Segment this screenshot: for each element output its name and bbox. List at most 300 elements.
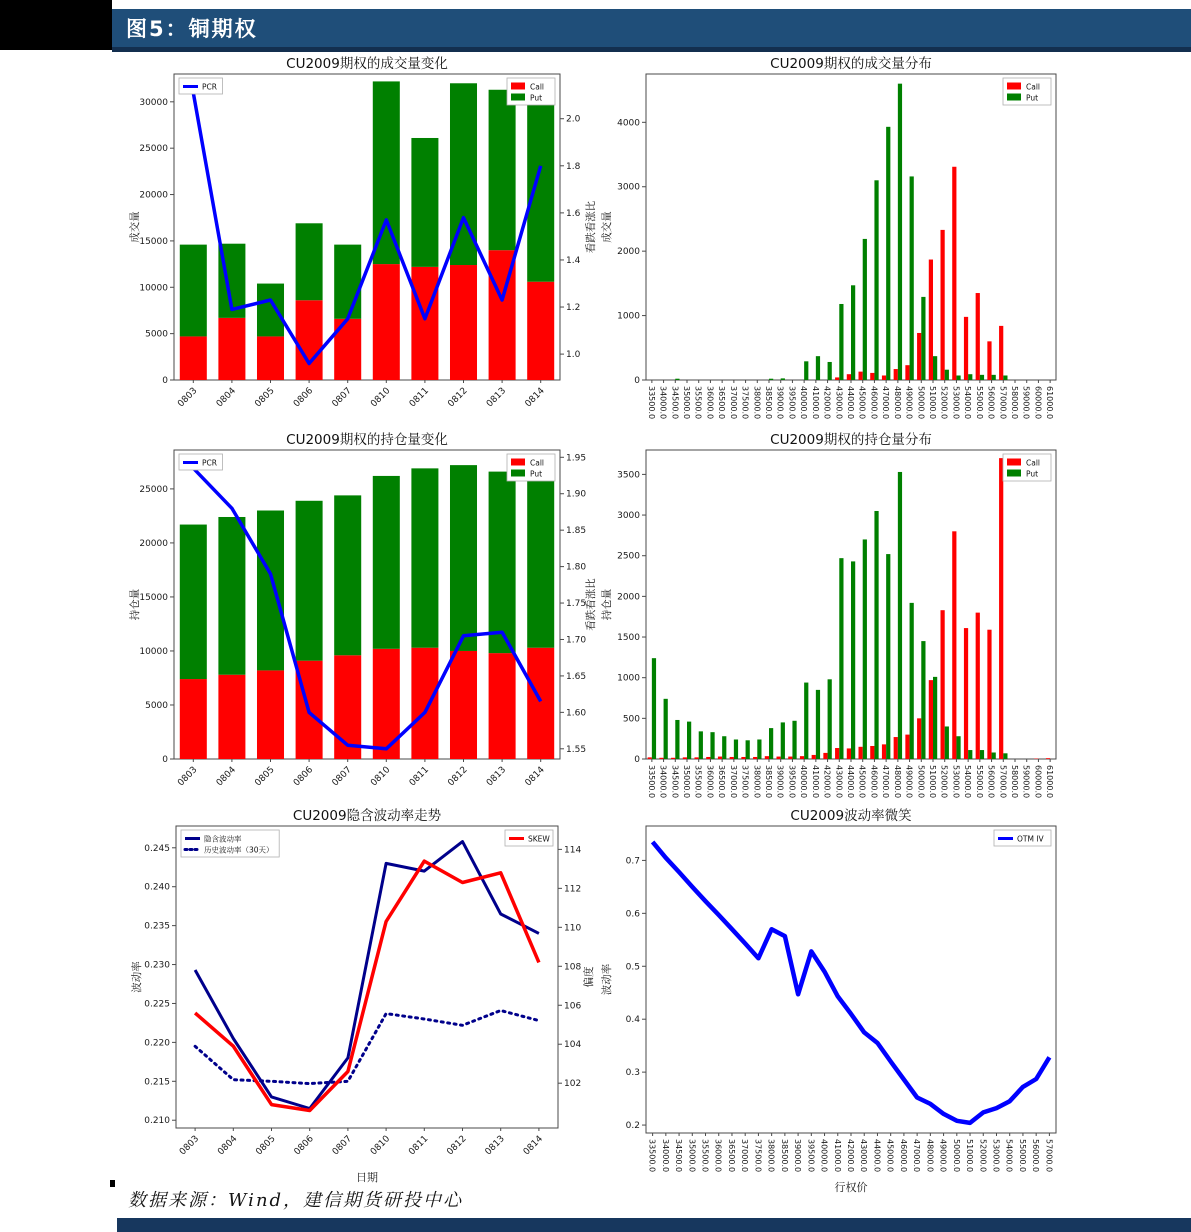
call-bar (218, 318, 245, 380)
svg-text:39500.0: 39500.0 (787, 765, 797, 799)
call-bar (976, 613, 980, 759)
legend-swatch (511, 94, 525, 101)
call-bar (450, 651, 477, 759)
svg-text:3000: 3000 (617, 511, 640, 522)
svg-text:5000: 5000 (145, 329, 168, 340)
svg-text:0810: 0810 (369, 765, 393, 789)
svg-text:35000.0: 35000.0 (682, 765, 691, 799)
svg-text:52000.0: 52000.0 (978, 1139, 988, 1173)
svg-text:53000.0: 53000.0 (951, 765, 961, 799)
svg-text:35500.0: 35500.0 (700, 1139, 710, 1173)
call-bar (527, 282, 554, 380)
call-bar (858, 747, 862, 759)
call-bar (858, 372, 862, 380)
put-bar (373, 81, 400, 264)
svg-text:58000.0: 58000.0 (1010, 765, 1019, 799)
legend-label: 隐含波动率 (204, 834, 242, 844)
svg-text:40000.0: 40000.0 (799, 386, 809, 420)
open-interest-change-chart (126, 430, 604, 804)
volume_change-svg (126, 54, 604, 426)
svg-text:34000.0: 34000.0 (658, 765, 668, 799)
put-bar (921, 641, 925, 759)
svg-text:10000: 10000 (139, 283, 168, 294)
svg-text:53000.0: 53000.0 (951, 386, 961, 420)
legend-swatch (511, 83, 525, 90)
svg-text:51000.0: 51000.0 (965, 1139, 975, 1173)
svg-text:0814: 0814 (523, 765, 547, 789)
svg-text:2000: 2000 (617, 247, 640, 258)
svg-text:51000.0: 51000.0 (928, 386, 937, 420)
svg-text:34500.0: 34500.0 (670, 386, 680, 420)
put-bar (933, 356, 937, 380)
svg-text:0813: 0813 (484, 765, 509, 789)
svg-text:0805: 0805 (254, 1134, 278, 1158)
svg-text:38500.0: 38500.0 (764, 765, 773, 799)
svg-text:44000.0: 44000.0 (846, 386, 855, 420)
svg-text:0803: 0803 (177, 1134, 202, 1158)
y-axis-label: 波动率 (131, 961, 143, 993)
svg-text:50000.0: 50000.0 (916, 765, 926, 799)
svg-text:30000: 30000 (139, 97, 168, 108)
call-bar (741, 757, 745, 759)
put-bar (910, 176, 914, 380)
call-bar (411, 267, 438, 380)
call-bar (765, 756, 769, 759)
svg-text:59000.0: 59000.0 (1021, 386, 1031, 420)
put-bar (722, 736, 726, 759)
svg-text:1.70: 1.70 (566, 635, 587, 646)
svg-text:10000: 10000 (139, 646, 168, 657)
call-bar (373, 264, 400, 380)
implied-volatility-trend-chart (124, 806, 602, 1186)
put-bar (450, 465, 477, 651)
svg-text:36000.0: 36000.0 (705, 386, 715, 420)
secondary-y-axis-label: 看跌看涨比 (585, 200, 597, 254)
legend-label: Call (530, 458, 545, 468)
call-bar (847, 748, 851, 759)
oi_change-svg (126, 430, 604, 804)
svg-text:37000.0: 37000.0 (740, 1139, 750, 1173)
svg-text:39000.0: 39000.0 (793, 1139, 803, 1173)
svg-text:500: 500 (622, 714, 640, 725)
svg-text:37000.0: 37000.0 (728, 765, 738, 799)
svg-text:43000.0: 43000.0 (834, 765, 844, 799)
svg-text:25000: 25000 (139, 144, 168, 155)
legend-label: PCR (202, 82, 217, 92)
put-bar (945, 726, 949, 759)
put-bar (839, 304, 843, 380)
svg-text:1.8: 1.8 (566, 161, 581, 172)
svg-text:0.220: 0.220 (144, 1038, 170, 1049)
svg-text:0804: 0804 (214, 765, 239, 789)
call-bar (917, 718, 921, 759)
svg-text:0: 0 (162, 376, 168, 386)
put-bar (257, 511, 284, 671)
put-bar (874, 180, 878, 380)
call-bar (788, 757, 792, 759)
svg-text:0811: 0811 (407, 765, 432, 789)
call-bar (999, 458, 1003, 759)
svg-text:20000: 20000 (139, 538, 168, 549)
svg-text:0.3: 0.3 (625, 1068, 640, 1079)
svg-text:1.75: 1.75 (566, 599, 587, 610)
svg-text:1500: 1500 (617, 633, 640, 644)
legend-label: SKEW (528, 834, 550, 844)
svg-text:54000.0: 54000.0 (1004, 1139, 1014, 1173)
put-bar (851, 285, 855, 380)
svg-text:45000.0: 45000.0 (885, 1139, 895, 1173)
series-line (653, 842, 1050, 1123)
svg-text:5000: 5000 (145, 700, 168, 711)
put-bar (257, 284, 284, 337)
legend-swatch (1007, 94, 1021, 101)
call-bar (882, 744, 886, 759)
svg-text:25000: 25000 (139, 484, 168, 495)
put-bar (980, 750, 984, 759)
vol_smile-svg (598, 806, 1076, 1196)
svg-text:1.2: 1.2 (566, 303, 581, 314)
svg-text:2.0: 2.0 (566, 114, 581, 125)
put-bar (373, 476, 400, 649)
legend-label: Call (530, 82, 545, 92)
svg-text:36500.0: 36500.0 (717, 765, 727, 799)
svg-text:0813: 0813 (483, 1134, 507, 1158)
svg-text:0811: 0811 (407, 1134, 431, 1158)
call-bar (964, 317, 968, 380)
call-bar (905, 365, 909, 380)
svg-text:54000.0: 54000.0 (963, 765, 973, 799)
call-bar (929, 680, 933, 759)
put-bar (816, 690, 820, 759)
call-bar (489, 653, 516, 759)
svg-text:0805: 0805 (253, 765, 277, 789)
svg-text:34500.0: 34500.0 (674, 1139, 684, 1173)
svg-text:42000.0: 42000.0 (822, 765, 832, 799)
volume-change-chart (126, 54, 604, 426)
call-bar (917, 333, 921, 380)
put-bar (734, 739, 738, 759)
svg-text:45000.0: 45000.0 (857, 386, 867, 420)
svg-text:1.0: 1.0 (566, 350, 581, 361)
svg-text:4000: 4000 (617, 118, 640, 129)
put-bar (675, 720, 679, 759)
svg-text:33500.0: 33500.0 (646, 765, 656, 799)
svg-text:1.6: 1.6 (566, 208, 581, 219)
call-bar (987, 630, 991, 759)
secondary-y-axis-label: 偏度 (583, 966, 595, 988)
svg-text:49000.0: 49000.0 (904, 765, 914, 799)
put-bar (839, 558, 843, 759)
call-bar (894, 737, 898, 759)
call-bar (847, 374, 851, 380)
chart-title: CU2009期权的成交量分布 (770, 56, 932, 72)
volume_dist-svg (598, 54, 1076, 426)
svg-text:40000.0: 40000.0 (799, 765, 809, 799)
put-bar (489, 472, 516, 654)
svg-text:51000.0: 51000.0 (928, 765, 937, 799)
call-bar (218, 675, 245, 759)
put-bar (781, 722, 785, 759)
bottom-divider-bar (117, 1218, 1191, 1232)
svg-text:37000.0: 37000.0 (728, 386, 738, 420)
svg-text:0.240: 0.240 (144, 882, 170, 893)
svg-text:60000.0: 60000.0 (1033, 386, 1043, 420)
svg-text:0.235: 0.235 (144, 921, 170, 932)
svg-text:1.90: 1.90 (566, 489, 587, 500)
call-bar (812, 755, 816, 759)
call-bar (671, 758, 675, 759)
call-bar (718, 757, 722, 759)
call-bar (373, 649, 400, 759)
svg-text:34000.0: 34000.0 (658, 386, 668, 420)
svg-text:112: 112 (564, 884, 582, 895)
call-bar (800, 756, 804, 759)
svg-text:104: 104 (564, 1040, 582, 1051)
svg-text:38000.0: 38000.0 (752, 765, 762, 799)
svg-text:40000.0: 40000.0 (819, 1139, 829, 1173)
chart-title: CU2009期权的成交量变化 (286, 56, 448, 72)
legend-swatch (511, 459, 525, 466)
put-bar (804, 683, 808, 759)
svg-text:0814: 0814 (523, 386, 547, 410)
svg-text:46000.0: 46000.0 (869, 765, 879, 799)
svg-text:0: 0 (162, 755, 168, 765)
svg-text:53000.0: 53000.0 (991, 1139, 1001, 1173)
svg-text:36500.0: 36500.0 (717, 386, 727, 420)
put-bar (334, 245, 361, 319)
svg-text:58000.0: 58000.0 (1010, 386, 1019, 420)
svg-text:0.5: 0.5 (625, 962, 640, 973)
call-bar (835, 377, 839, 380)
legend-label: 历史波动率（30天） (204, 845, 274, 855)
svg-text:15000: 15000 (139, 236, 168, 247)
call-bar (999, 326, 1003, 380)
put-bar (921, 297, 925, 380)
svg-text:52000.0: 52000.0 (939, 765, 949, 799)
svg-text:36500.0: 36500.0 (726, 1139, 736, 1173)
put-bar (527, 465, 554, 648)
legend-swatch (1007, 459, 1021, 466)
oi_dist-svg (598, 430, 1076, 804)
chart-title: CU2009隐含波动率走势 (292, 808, 442, 824)
svg-text:2000: 2000 (617, 592, 640, 603)
svg-text:1.80: 1.80 (566, 562, 587, 573)
call-bar (940, 610, 944, 759)
svg-text:52000.0: 52000.0 (939, 386, 949, 420)
put-bar (296, 223, 323, 300)
svg-text:0812: 0812 (445, 1134, 469, 1158)
svg-text:37500.0: 37500.0 (740, 765, 750, 799)
svg-text:0812: 0812 (446, 386, 470, 410)
svg-text:43000.0: 43000.0 (834, 386, 844, 420)
figure-header-bar (112, 9, 1191, 47)
put-bar (781, 378, 785, 380)
call-bar (411, 648, 438, 759)
svg-text:39500.0: 39500.0 (787, 386, 797, 420)
svg-text:0.6: 0.6 (625, 909, 640, 920)
x-axis-label: 行权价 (834, 1181, 868, 1194)
svg-text:0803: 0803 (176, 386, 200, 410)
put-bar (816, 356, 820, 380)
put-bar (956, 375, 960, 380)
svg-text:0807: 0807 (330, 386, 354, 410)
svg-text:110: 110 (564, 923, 582, 934)
put-bar (699, 731, 703, 759)
figure-title: 图5：铜期权 (126, 17, 258, 41)
svg-text:0.7: 0.7 (625, 856, 640, 867)
put-bar (992, 752, 996, 759)
svg-text:1.95: 1.95 (566, 453, 587, 464)
svg-text:37500.0: 37500.0 (740, 386, 750, 420)
svg-text:48000.0: 48000.0 (925, 1139, 935, 1173)
put-bar (1003, 753, 1007, 759)
secondary-y-axis-label: 看跌看涨比 (585, 578, 597, 631)
call-bar (929, 260, 933, 380)
svg-text:0803: 0803 (176, 765, 200, 789)
call-bar (905, 735, 909, 759)
put-bar (898, 472, 902, 759)
svg-text:42000.0: 42000.0 (846, 1139, 855, 1173)
svg-text:35000.0: 35000.0 (687, 1139, 697, 1173)
put-bar (910, 603, 914, 759)
legend-swatch (511, 470, 525, 477)
svg-text:48000.0: 48000.0 (892, 765, 902, 799)
call-bar (823, 753, 827, 759)
put-bar (863, 539, 867, 759)
put-bar (334, 495, 361, 655)
call-bar (882, 375, 886, 380)
page-corner-block (0, 0, 112, 50)
call-bar (987, 341, 991, 380)
svg-text:47000.0: 47000.0 (881, 765, 891, 799)
data-source-note: 数据来源：Wind，建信期货研投中心 (128, 1190, 464, 1211)
y-axis-label: 成交量 (601, 211, 613, 243)
svg-text:61000.0: 61000.0 (1045, 386, 1055, 420)
svg-text:49000.0: 49000.0 (938, 1139, 948, 1173)
svg-text:35500.0: 35500.0 (693, 386, 703, 420)
y-axis-label: 波动率 (601, 963, 613, 996)
svg-text:36000.0: 36000.0 (713, 1139, 723, 1173)
svg-text:0.245: 0.245 (144, 843, 170, 854)
call-bar (659, 758, 663, 759)
legend-label: PCR (202, 458, 217, 468)
legend-swatch (1007, 470, 1021, 477)
call-bar (940, 230, 944, 380)
svg-text:38000.0: 38000.0 (752, 386, 762, 420)
call-bar (450, 265, 477, 380)
svg-text:114: 114 (564, 845, 582, 856)
svg-text:50000.0: 50000.0 (951, 1139, 961, 1173)
svg-text:20000: 20000 (139, 190, 168, 201)
svg-text:106: 106 (564, 1001, 582, 1012)
call-bar (952, 531, 956, 759)
svg-text:0814: 0814 (521, 1134, 546, 1158)
svg-text:55000.0: 55000.0 (974, 765, 984, 799)
svg-text:0813: 0813 (484, 386, 509, 410)
put-bar (804, 361, 808, 380)
svg-text:38500.0: 38500.0 (779, 1139, 789, 1173)
svg-text:34500.0: 34500.0 (670, 765, 680, 799)
call-bar (964, 628, 968, 759)
svg-text:46000.0: 46000.0 (869, 386, 879, 420)
put-bar (675, 379, 679, 380)
svg-text:0806: 0806 (291, 765, 316, 789)
y-axis-label: 持仓量 (601, 588, 613, 621)
chart-title: CU2009波动率微笑 (790, 808, 912, 824)
svg-text:0807: 0807 (330, 1134, 355, 1158)
put-bar (792, 721, 796, 759)
svg-text:3500: 3500 (617, 470, 640, 481)
call-bar (835, 748, 839, 759)
put-bar (968, 374, 972, 380)
legend-label: Call (1026, 458, 1041, 468)
legend-label: OTM IV (1017, 834, 1044, 844)
svg-text:1.4: 1.4 (566, 255, 581, 266)
call-bar (730, 757, 734, 759)
iv_trend-svg (124, 806, 602, 1186)
call-bar (180, 336, 207, 380)
call-bar (776, 757, 780, 759)
put-bar (746, 740, 750, 759)
svg-text:48000.0: 48000.0 (892, 386, 902, 420)
svg-text:45000.0: 45000.0 (857, 765, 867, 799)
plot-frame (646, 826, 1056, 1133)
svg-text:55000.0: 55000.0 (1017, 1139, 1027, 1173)
legend-label: Put (530, 93, 543, 103)
svg-text:39000.0: 39000.0 (775, 386, 785, 420)
header-underline (112, 47, 1191, 52)
svg-text:2500: 2500 (617, 551, 640, 562)
put-bar (874, 511, 878, 759)
put-bar (710, 732, 714, 759)
svg-text:35500.0: 35500.0 (693, 765, 703, 799)
volatility-smile-chart (598, 806, 1076, 1196)
call-bar (257, 670, 284, 759)
put-bar (863, 239, 867, 380)
page-edge-mark (110, 1180, 115, 1187)
svg-text:0804: 0804 (214, 386, 239, 410)
put-bar (757, 739, 761, 759)
series-line (195, 861, 539, 1110)
chart-title: CU2009期权的持仓量变化 (286, 432, 448, 448)
svg-text:1.65: 1.65 (566, 671, 587, 682)
put-bar (851, 561, 855, 759)
series-line (195, 1011, 539, 1084)
svg-text:33500.0: 33500.0 (647, 1139, 657, 1173)
svg-text:0.210: 0.210 (144, 1116, 170, 1127)
svg-text:54000.0: 54000.0 (963, 386, 973, 420)
svg-text:1000: 1000 (617, 673, 640, 684)
svg-text:46000.0: 46000.0 (898, 1139, 908, 1173)
svg-text:41000.0: 41000.0 (832, 1139, 842, 1173)
put-bar (956, 736, 960, 759)
svg-text:1.60: 1.60 (566, 708, 587, 719)
put-bar (180, 245, 207, 337)
svg-text:34000.0: 34000.0 (660, 1139, 670, 1173)
put-bar (489, 90, 516, 250)
svg-text:59000.0: 59000.0 (1021, 765, 1031, 799)
svg-text:0812: 0812 (446, 765, 470, 789)
call-bar (976, 293, 980, 380)
call-bar (257, 336, 284, 380)
legend-swatch (1007, 83, 1021, 90)
svg-text:0.225: 0.225 (144, 999, 170, 1010)
call-bar (870, 746, 874, 759)
legend-label: Put (530, 469, 543, 479)
legend-label: Put (1026, 469, 1039, 479)
call-bar (296, 300, 323, 380)
svg-text:49000.0: 49000.0 (904, 386, 914, 420)
